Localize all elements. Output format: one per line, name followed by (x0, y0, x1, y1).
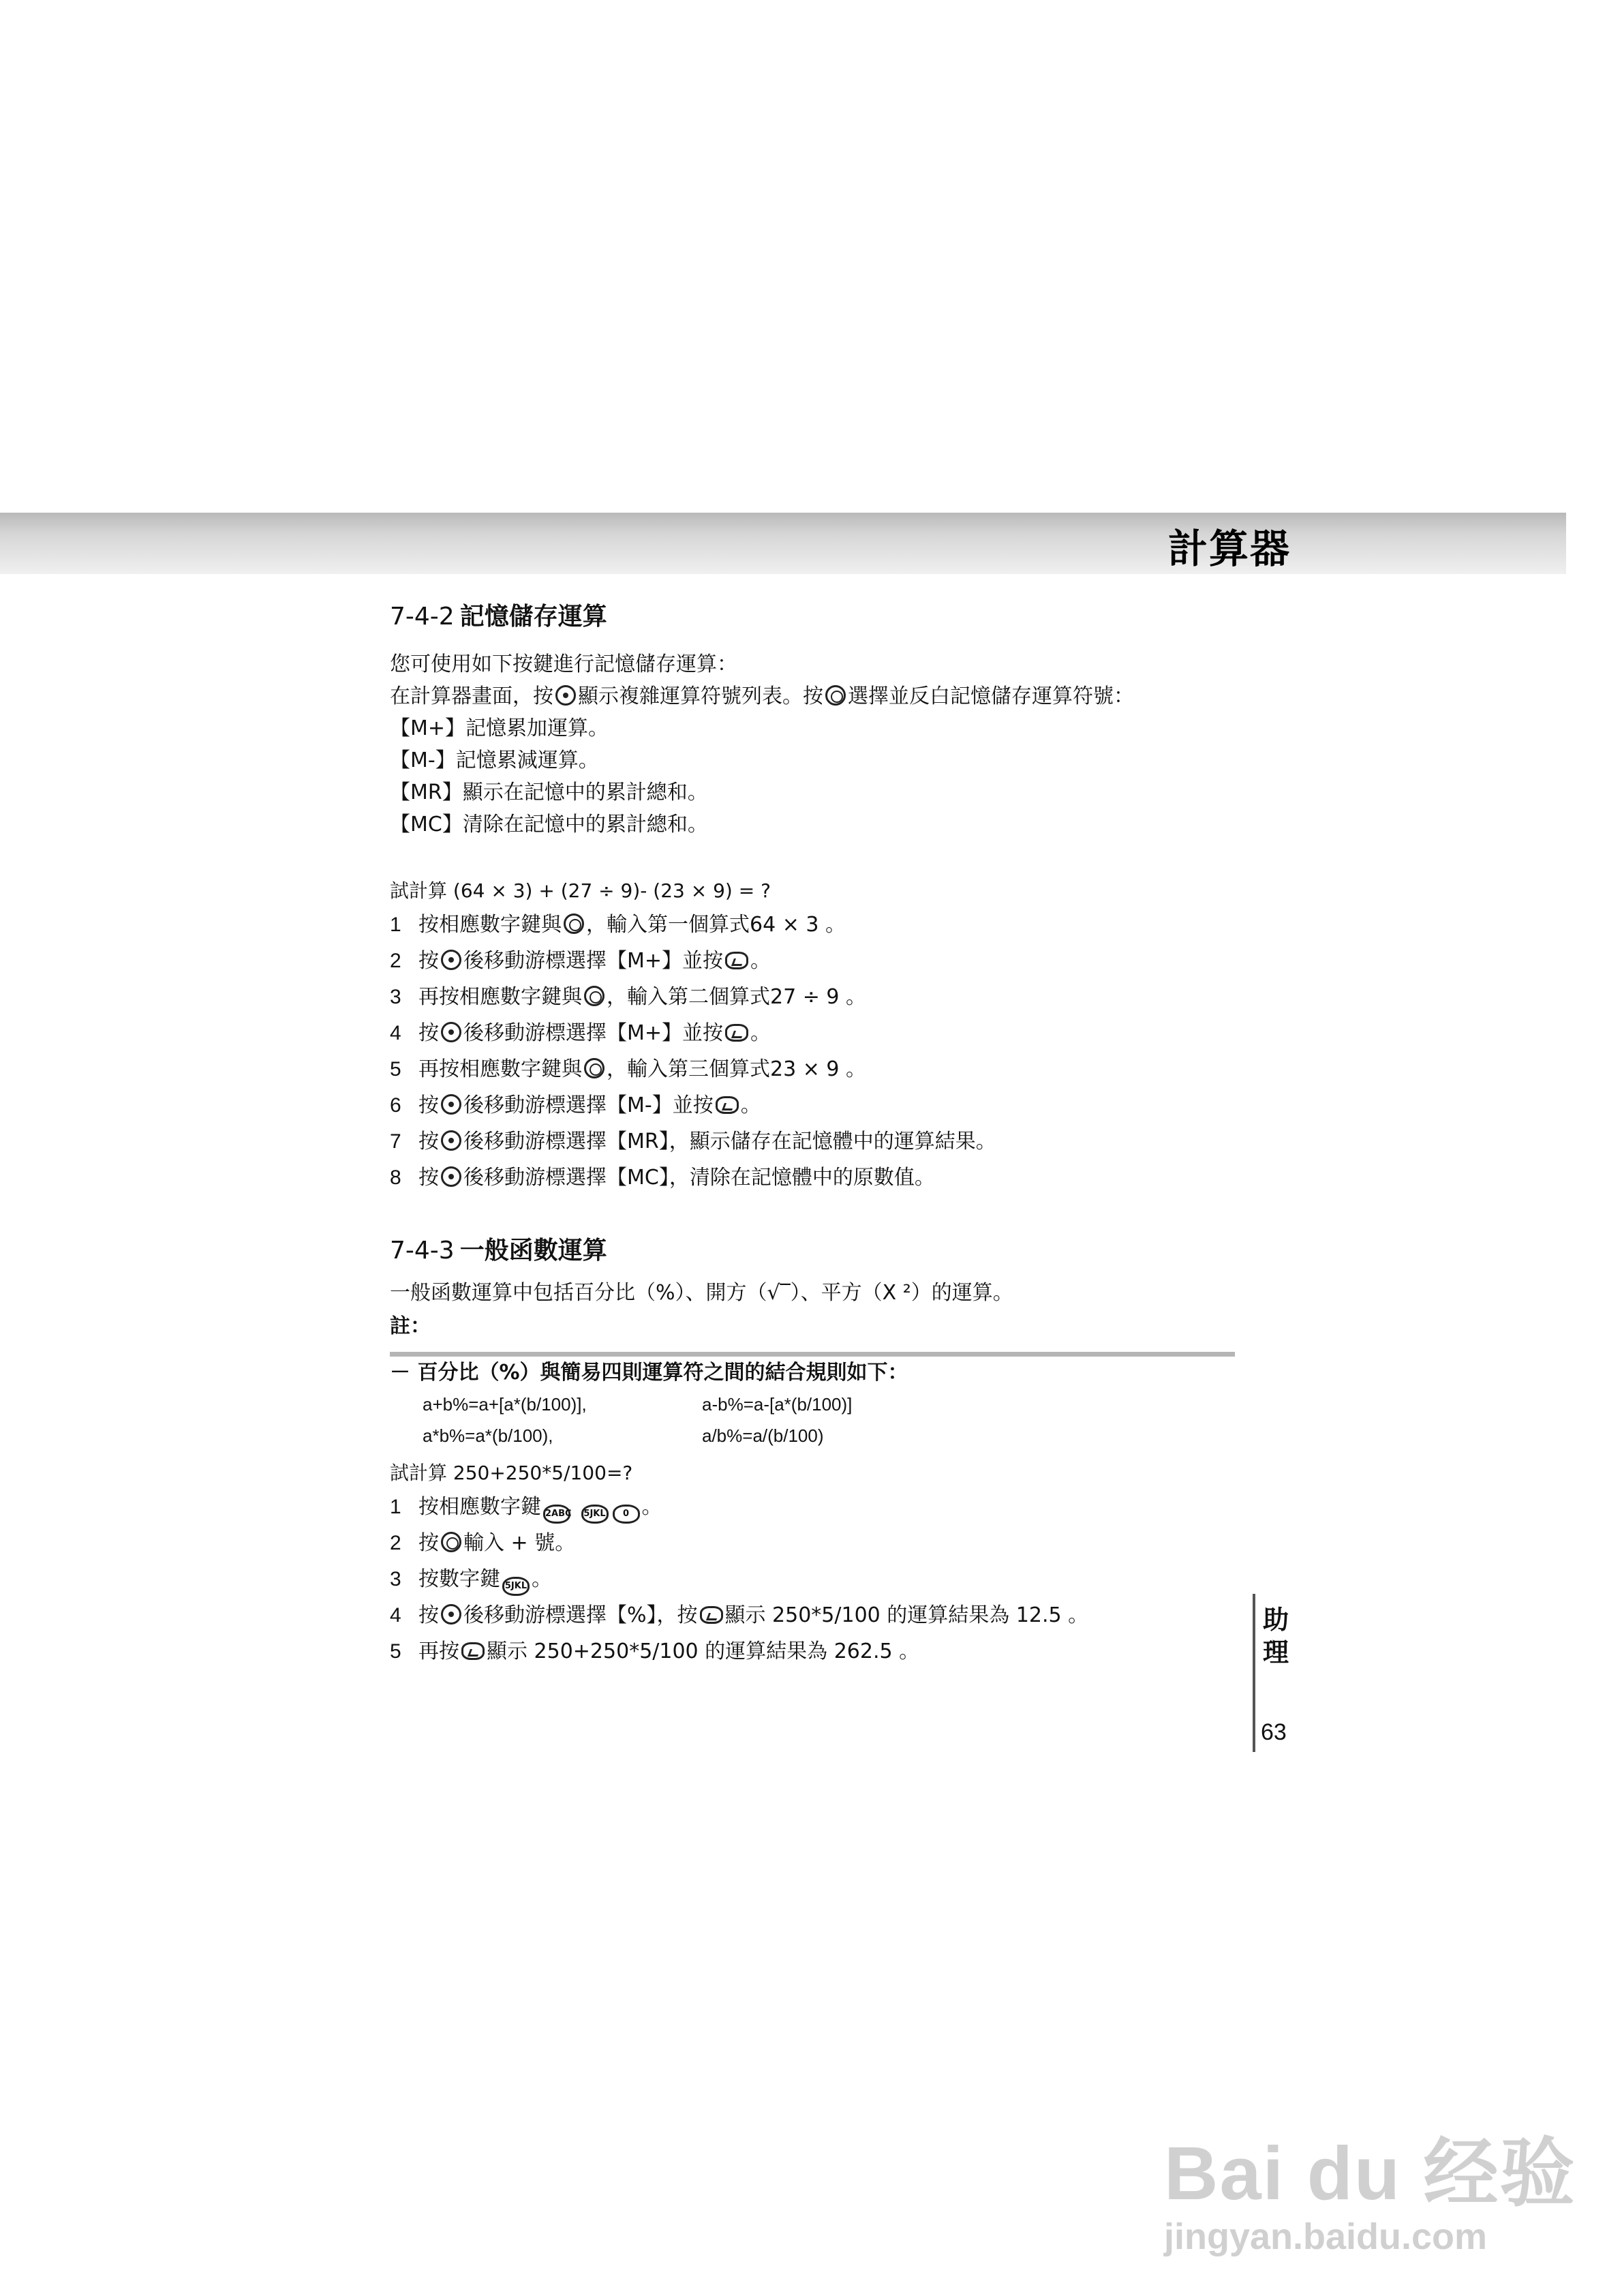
step-number: 3 (390, 1568, 401, 1590)
nav-key-icon (441, 1022, 461, 1042)
step-number: 2 (390, 950, 401, 972)
step-text: 後移動游標選擇【M+】並按 (463, 949, 724, 973)
sidebar-label (1261, 1603, 1291, 1669)
step-item (390, 1489, 1235, 1525)
step-number: 8 (390, 1166, 401, 1189)
step-number: 7 (390, 1130, 401, 1153)
watermark-brand: Bai du 经验 (1164, 2132, 1576, 2216)
section-title: 記憶儲存運算 (459, 603, 607, 631)
step-text: 按相應數字鍵 (418, 1495, 541, 1519)
step-number: 2 (390, 1532, 401, 1554)
step-number: 4 (390, 1604, 401, 1627)
step-item (390, 1561, 1235, 1597)
ok-key-icon (825, 685, 846, 706)
softkey-icon (461, 1642, 485, 1660)
key-0-icon: 0 (613, 1505, 640, 1524)
step-text: ，輸入第二個算式27 ÷ 9 。 (607, 985, 867, 1009)
step-text: 顯示 250+250*5/100 的運算結果為 262.5 。 (487, 1640, 920, 1663)
step-item (390, 907, 1235, 943)
softkey-icon (716, 1096, 739, 1114)
step-text: 。 (750, 949, 771, 973)
key-5-icon: 5JKL (581, 1505, 609, 1524)
watermark-url: jingyan.baidu.com (1164, 2216, 1488, 2257)
step-number: 5 (390, 1640, 401, 1663)
step-text: 再按相應數字鍵與 (418, 1057, 582, 1081)
step-number: 5 (390, 1058, 401, 1081)
instruction-part: 選擇並反白記憶儲存運算符號： (848, 684, 1134, 708)
ok-key-icon (584, 1058, 605, 1078)
step-item (390, 1015, 1235, 1051)
formula: a/b%=a/(b/100) (702, 1425, 824, 1446)
step-text: 再按相應數字鍵與 (418, 985, 582, 1009)
step-item (390, 1087, 1235, 1123)
memory-key-item: 【M+】記憶累加運算。 (390, 716, 609, 740)
ok-key-icon (564, 913, 584, 934)
step-text: 。 (641, 1495, 662, 1519)
sidebar-label-char: 助 (1262, 1605, 1289, 1635)
step-text: ，輸入第一個算式64 × 3 。 (586, 913, 846, 937)
formula-row (423, 1420, 1235, 1451)
watermark (1164, 2113, 1576, 2258)
sidebar-rule (1253, 1594, 1255, 1752)
step-item (390, 1051, 1235, 1087)
softkey-icon (725, 1024, 748, 1042)
step-item (390, 1597, 1235, 1633)
step-item (390, 943, 1235, 979)
step-text: 後移動游標選擇【MR】，顯示儲存在記憶體中的運算結果。 (463, 1130, 996, 1153)
step-text: 。 (750, 1021, 771, 1045)
formula: a-b%=a-[a*(b/100)] (702, 1394, 853, 1415)
ok-key-icon (441, 1532, 461, 1552)
formula: a+b%=a+[a*(b/100)], (423, 1394, 587, 1415)
instruction-part: 顯示複雜運算符號列表。按 (578, 684, 823, 708)
step-text: 按相應數字鍵與 (418, 913, 562, 937)
step-number: 4 (390, 1022, 401, 1044)
section-number: 7-4-2 (390, 603, 455, 631)
note-divider (390, 1352, 1235, 1357)
memory-key-item: 【M-】記憶累減運算。 (390, 749, 599, 772)
step-text: 後移動游標選擇【M-】並按 (463, 1093, 714, 1117)
main-content (390, 597, 1235, 1670)
step-text: ，輸入第三個算式23 × 9 。 (607, 1057, 867, 1081)
step-text: 。 (740, 1093, 761, 1117)
step-item (390, 1633, 1235, 1670)
intro-text: 一般函數運算中包括百分比（%）、開方（√‾）、平方（X ²）的運算。 (390, 1281, 1013, 1305)
nav-key-icon (441, 1604, 461, 1625)
nav-key-icon (555, 685, 576, 706)
step-text: 顯示 250*5/100 的運算結果為 12.5 。 (724, 1603, 1089, 1627)
step-number: 6 (390, 1094, 401, 1117)
step-text: 輸入 + 號。 (463, 1531, 576, 1555)
step-text: 後移動游標選擇【%】，按 (463, 1603, 698, 1627)
step-text: 後移動游標選擇【M+】並按 (463, 1021, 724, 1045)
step-text: 按 (418, 1603, 439, 1627)
rule-text: － 百分比（%）與簡易四則運算符之間的結合規則如下： (390, 1361, 908, 1385)
step-text: 後移動游標選擇【MC】，清除在記憶體中的原數值。 (463, 1166, 935, 1190)
key-2-icon: 2ABC (543, 1505, 570, 1524)
nav-key-icon (441, 1166, 461, 1187)
step-item (390, 1160, 1235, 1196)
step-text: 按 (418, 1531, 439, 1555)
instruction-text (390, 680, 1235, 712)
step-text: 按 (418, 1093, 439, 1117)
formula-block (390, 1389, 1235, 1451)
nav-key-icon (441, 1094, 461, 1115)
formula-row (423, 1389, 1235, 1420)
memory-key-item: 【MR】顯示在記憶中的累計總和。 (390, 781, 708, 804)
note-label: 註： (390, 1314, 431, 1338)
step-text: 按 (418, 1021, 439, 1045)
chapter-title: 計算器 (1167, 526, 1291, 572)
section-heading (390, 1231, 1235, 1266)
softkey-icon (700, 1606, 723, 1624)
step-text: 。 (532, 1567, 552, 1591)
step-text: 按數字鍵 (418, 1567, 500, 1591)
step-text: 按 (418, 949, 439, 973)
step-number: 3 (390, 986, 401, 1008)
memory-key-item: 【MC】清除在記憶中的累計總和。 (390, 813, 708, 836)
key-5-icon: 5JKL (502, 1577, 530, 1596)
section-number: 7-4-3 (390, 1237, 455, 1265)
intro-text: 您可使用如下按鍵進行記憶儲存運算： (390, 652, 737, 676)
formula: a*b%=a*(b/100), (423, 1425, 553, 1446)
step-text: 按 (418, 1130, 439, 1153)
softkey-icon (725, 952, 748, 969)
step-item (390, 979, 1235, 1015)
section-title: 一般函數運算 (459, 1237, 607, 1265)
step-number: 1 (390, 1496, 401, 1518)
page-number: 63 (1261, 1719, 1287, 1745)
ok-key-icon (584, 986, 605, 1006)
example-text: 試計算 (64 × 3) + (27 ÷ 9)- (23 × 9) = ? (390, 879, 771, 902)
sidebar-label-char: 理 (1262, 1637, 1289, 1667)
step-text: 再按 (418, 1640, 459, 1663)
step-item (390, 1525, 1235, 1561)
nav-key-icon (441, 950, 461, 970)
step-item (390, 1123, 1235, 1160)
instruction-part: 在計算器畫面，按 (390, 684, 553, 708)
example-text: 試計算 250+250*5/100=? (390, 1462, 633, 1484)
section-heading (390, 597, 1235, 632)
chapter-header-band (0, 513, 1566, 574)
step-text: 按 (418, 1166, 439, 1190)
step-number: 1 (390, 913, 401, 936)
nav-key-icon (441, 1130, 461, 1151)
